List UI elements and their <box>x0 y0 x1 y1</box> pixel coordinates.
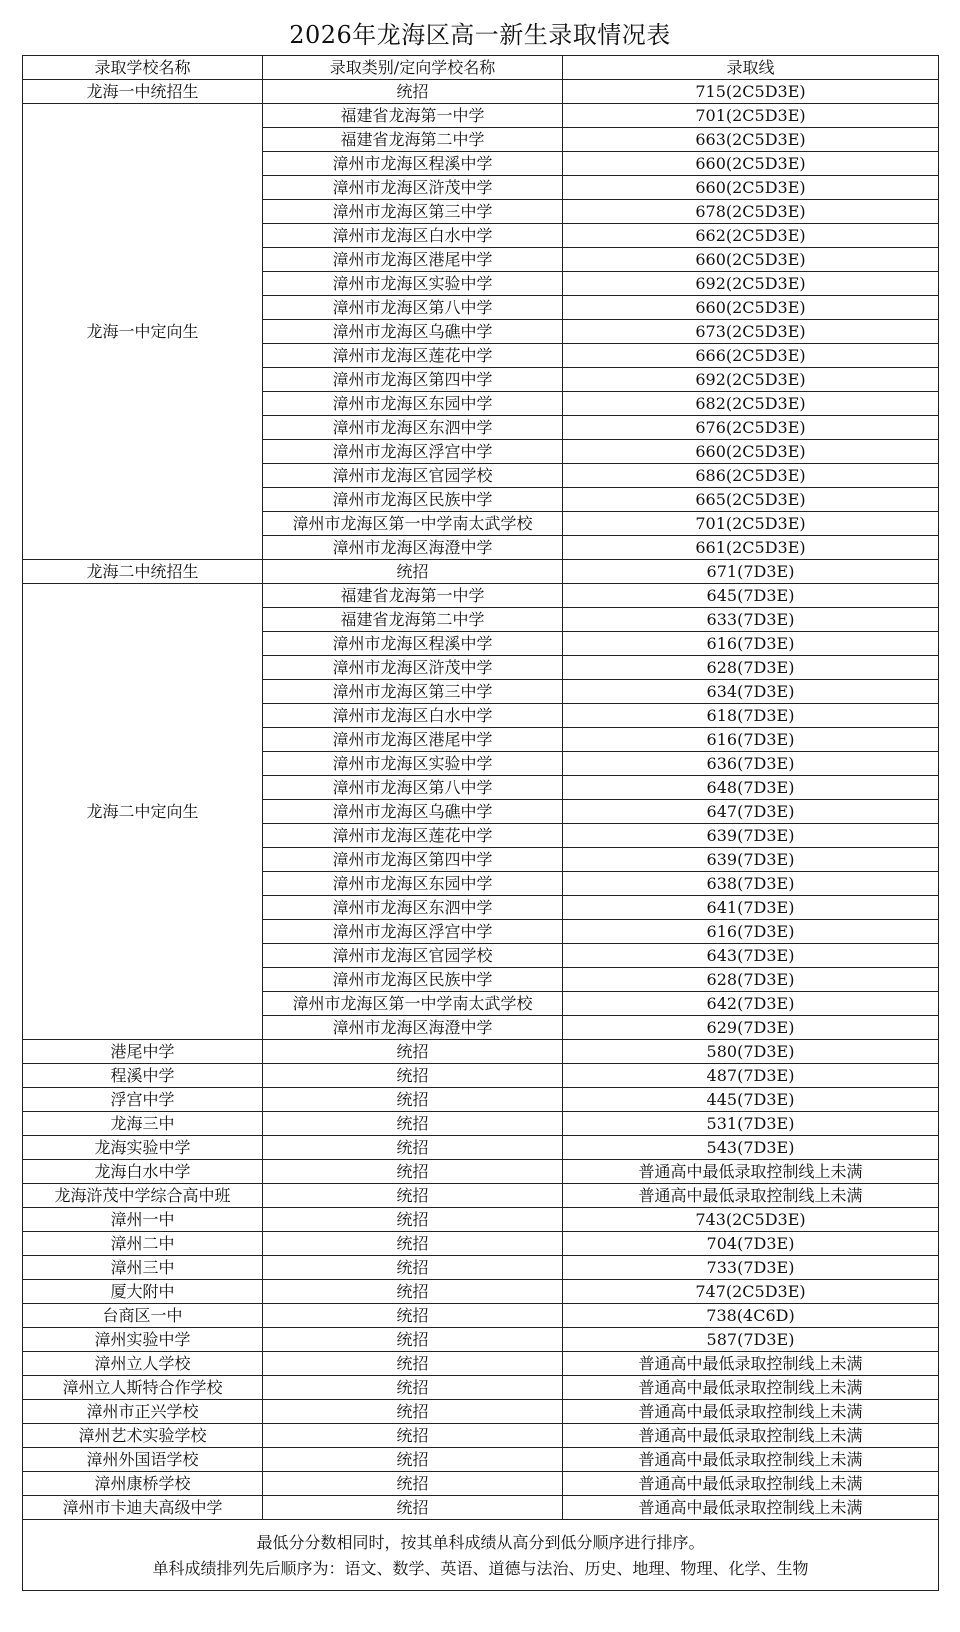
note-line-2: 单科成绩排列先后顺序为：语文、数学、英语、道德与法治、历史、地理、物理、化学、生物 <box>152 1559 809 1578</box>
school-name-cell: 漳州一中 <box>23 1208 263 1232</box>
category-cell: 统招 <box>263 1064 563 1088</box>
score-cell: 701(2C5D3E) <box>563 104 939 128</box>
score-cell: 587(7D3E) <box>563 1328 939 1352</box>
score-cell: 704(7D3E) <box>563 1232 939 1256</box>
category-cell: 统招 <box>263 1136 563 1160</box>
score-cell: 629(7D3E) <box>563 1016 939 1040</box>
category-cell: 统招 <box>263 1088 563 1112</box>
score-cell: 639(7D3E) <box>563 824 939 848</box>
category-cell: 漳州市龙海区浒茂中学 <box>263 656 563 680</box>
school-name-cell: 台商区一中 <box>23 1304 263 1328</box>
school-name-cell: 漳州立人学校 <box>23 1352 263 1376</box>
score-cell: 普通高中最低录取控制线上未满 <box>563 1184 939 1208</box>
category-cell: 漳州市龙海区浒茂中学 <box>263 176 563 200</box>
category-cell: 漳州市龙海区第四中学 <box>263 368 563 392</box>
category-cell: 漳州市龙海区东泗中学 <box>263 416 563 440</box>
category-cell: 统招 <box>263 1208 563 1232</box>
document-title: 2026年龙海区高一新生录取情况表 <box>289 21 671 49</box>
category-cell: 统招 <box>263 1160 563 1184</box>
score-cell: 673(2C5D3E) <box>563 320 939 344</box>
category-cell: 统招 <box>263 1472 563 1496</box>
score-cell: 638(7D3E) <box>563 872 939 896</box>
score-cell: 660(2C5D3E) <box>563 440 939 464</box>
category-cell: 漳州市龙海区民族中学 <box>263 968 563 992</box>
school-name-cell: 漳州市正兴学校 <box>23 1400 263 1424</box>
category-cell: 统招 <box>263 1448 563 1472</box>
school-name-cell: 漳州实验中学 <box>23 1328 263 1352</box>
category-cell: 漳州市龙海区港尾中学 <box>263 728 563 752</box>
category-cell: 统招 <box>263 1328 563 1352</box>
category-cell: 漳州市龙海区港尾中学 <box>263 248 563 272</box>
category-cell: 漳州市龙海区莲花中学 <box>263 824 563 848</box>
table-row <box>23 1472 939 1496</box>
category-cell: 漳州市龙海区浮宫中学 <box>263 920 563 944</box>
score-cell: 666(2C5D3E) <box>563 344 939 368</box>
score-cell: 692(2C5D3E) <box>563 272 939 296</box>
score-cell: 660(2C5D3E) <box>563 296 939 320</box>
category-cell: 漳州市龙海区第八中学 <box>263 296 563 320</box>
school-name-cell: 港尾中学 <box>23 1040 263 1064</box>
table-row <box>23 1184 939 1208</box>
table-row <box>23 1424 939 1448</box>
category-cell: 统招 <box>263 1184 563 1208</box>
score-cell: 747(2C5D3E) <box>563 1280 939 1304</box>
category-cell: 漳州市龙海区东泗中学 <box>263 896 563 920</box>
school-name-cell: 浮宫中学 <box>23 1088 263 1112</box>
table-row <box>23 104 939 128</box>
table-row <box>23 1400 939 1424</box>
table-row <box>23 1256 939 1280</box>
score-cell: 733(7D3E) <box>563 1256 939 1280</box>
score-cell: 641(7D3E) <box>563 896 939 920</box>
score-cell: 628(7D3E) <box>563 968 939 992</box>
table-row <box>23 1136 939 1160</box>
school-name-cell: 程溪中学 <box>23 1064 263 1088</box>
category-cell: 漳州市龙海区实验中学 <box>263 272 563 296</box>
score-cell: 普通高中最低录取控制线上未满 <box>563 1376 939 1400</box>
school-name-cell: 漳州外国语学校 <box>23 1448 263 1472</box>
score-cell: 701(2C5D3E) <box>563 512 939 536</box>
category-cell: 福建省龙海第二中学 <box>263 608 563 632</box>
score-cell: 686(2C5D3E) <box>563 464 939 488</box>
score-cell: 普通高中最低录取控制线上未满 <box>563 1352 939 1376</box>
category-cell: 漳州市龙海区白水中学 <box>263 704 563 728</box>
score-cell: 660(2C5D3E) <box>563 152 939 176</box>
category-cell: 统招 <box>263 1280 563 1304</box>
score-cell: 633(7D3E) <box>563 608 939 632</box>
note-line-1: 最低分分数相同时，按其单科成绩从高分到低分顺序进行排序。 <box>256 1533 705 1552</box>
score-cell: 663(2C5D3E) <box>563 128 939 152</box>
category-cell: 漳州市龙海区官园学校 <box>263 944 563 968</box>
score-cell: 671(7D3E) <box>563 560 939 584</box>
category-cell: 统招 <box>263 1304 563 1328</box>
score-cell: 738(4C6D) <box>563 1304 939 1328</box>
score-cell: 616(7D3E) <box>563 632 939 656</box>
table-row <box>23 1448 939 1472</box>
school-name-cell: 漳州二中 <box>23 1232 263 1256</box>
category-cell: 漳州市龙海区海澄中学 <box>263 536 563 560</box>
table-row <box>23 1064 939 1088</box>
score-cell: 642(7D3E) <box>563 992 939 1016</box>
category-cell: 统招 <box>263 80 563 104</box>
table-row <box>23 584 939 608</box>
admission-table <box>22 55 939 1591</box>
category-cell: 福建省龙海第一中学 <box>263 584 563 608</box>
table-row <box>23 1208 939 1232</box>
score-cell: 普通高中最低录取控制线上未满 <box>563 1448 939 1472</box>
category-cell: 漳州市龙海区程溪中学 <box>263 152 563 176</box>
school-name-cell: 龙海二中定向生 <box>23 584 263 1040</box>
score-cell: 639(7D3E) <box>563 848 939 872</box>
school-name-cell: 漳州市卡迪夫高级中学 <box>23 1496 263 1520</box>
category-cell: 统招 <box>263 1496 563 1520</box>
table-row <box>23 1160 939 1184</box>
school-name-cell: 厦大附中 <box>23 1280 263 1304</box>
school-name-cell: 龙海一中统招生 <box>23 80 263 104</box>
score-cell: 580(7D3E) <box>563 1040 939 1064</box>
score-cell: 660(2C5D3E) <box>563 248 939 272</box>
table-row <box>23 1328 939 1352</box>
score-cell: 643(7D3E) <box>563 944 939 968</box>
score-cell: 618(7D3E) <box>563 704 939 728</box>
header-row <box>23 56 939 80</box>
school-name-cell: 漳州艺术实验学校 <box>23 1424 263 1448</box>
score-cell: 645(7D3E) <box>563 584 939 608</box>
category-cell: 统招 <box>263 1400 563 1424</box>
category-cell: 漳州市龙海区第一中学南太武学校 <box>263 512 563 536</box>
category-cell: 统招 <box>263 1424 563 1448</box>
table-row <box>23 560 939 584</box>
category-cell: 漳州市龙海区第三中学 <box>263 680 563 704</box>
category-cell: 漳州市龙海区白水中学 <box>263 224 563 248</box>
score-cell: 普通高中最低录取控制线上未满 <box>563 1424 939 1448</box>
school-name-cell: 漳州三中 <box>23 1256 263 1280</box>
table-row <box>23 1496 939 1520</box>
table-header <box>23 56 939 80</box>
category-cell: 漳州市龙海区海澄中学 <box>263 1016 563 1040</box>
category-cell: 漳州市龙海区莲花中学 <box>263 344 563 368</box>
score-cell: 648(7D3E) <box>563 776 939 800</box>
category-cell: 漳州市龙海区官园学校 <box>263 464 563 488</box>
table-row <box>23 1352 939 1376</box>
score-cell: 636(7D3E) <box>563 752 939 776</box>
school-name-cell: 龙海实验中学 <box>23 1136 263 1160</box>
category-cell: 漳州市龙海区乌礁中学 <box>263 800 563 824</box>
school-name-cell: 龙海浒茂中学综合高中班 <box>23 1184 263 1208</box>
category-cell: 统招 <box>263 1376 563 1400</box>
category-cell: 统招 <box>263 1256 563 1280</box>
score-cell: 普通高中最低录取控制线上未满 <box>563 1472 939 1496</box>
table-row <box>23 1376 939 1400</box>
school-name-cell: 漳州立人斯特合作学校 <box>23 1376 263 1400</box>
category-cell: 漳州市龙海区第一中学南太武学校 <box>263 992 563 1016</box>
score-cell: 531(7D3E) <box>563 1112 939 1136</box>
category-cell: 统招 <box>263 560 563 584</box>
table-body <box>23 80 939 1520</box>
score-cell: 665(2C5D3E) <box>563 488 939 512</box>
category-cell: 统招 <box>263 1232 563 1256</box>
note-row <box>23 1520 939 1591</box>
school-name-cell: 龙海一中定向生 <box>23 104 263 560</box>
score-cell: 647(7D3E) <box>563 800 939 824</box>
table-row <box>23 1112 939 1136</box>
category-cell: 统招 <box>263 1112 563 1136</box>
score-cell: 445(7D3E) <box>563 1088 939 1112</box>
category-cell: 漳州市龙海区东园中学 <box>263 872 563 896</box>
category-cell: 漳州市龙海区实验中学 <box>263 752 563 776</box>
score-cell: 661(2C5D3E) <box>563 536 939 560</box>
school-name-cell: 漳州康桥学校 <box>23 1472 263 1496</box>
table-row <box>23 1088 939 1112</box>
school-name-cell: 龙海白水中学 <box>23 1160 263 1184</box>
score-cell: 715(2C5D3E) <box>563 80 939 104</box>
header-score: 录取线 <box>563 56 939 80</box>
school-name-cell: 龙海二中统招生 <box>23 560 263 584</box>
score-cell: 682(2C5D3E) <box>563 392 939 416</box>
category-cell: 漳州市龙海区民族中学 <box>263 488 563 512</box>
score-cell: 660(2C5D3E) <box>563 176 939 200</box>
score-cell: 662(2C5D3E) <box>563 224 939 248</box>
score-cell: 676(2C5D3E) <box>563 416 939 440</box>
table-row <box>23 1232 939 1256</box>
header-category: 录取类别/定向学校名称 <box>263 56 563 80</box>
category-cell: 漳州市龙海区浮宫中学 <box>263 440 563 464</box>
score-cell: 616(7D3E) <box>563 920 939 944</box>
table-row <box>23 1280 939 1304</box>
table-row <box>23 1304 939 1328</box>
score-cell: 543(7D3E) <box>563 1136 939 1160</box>
table-footer <box>23 1520 939 1591</box>
score-cell: 普通高中最低录取控制线上未满 <box>563 1496 939 1520</box>
category-cell: 福建省龙海第一中学 <box>263 104 563 128</box>
score-cell: 628(7D3E) <box>563 656 939 680</box>
score-cell: 普通高中最低录取控制线上未满 <box>563 1160 939 1184</box>
score-cell: 634(7D3E) <box>563 680 939 704</box>
table-row <box>23 80 939 104</box>
category-cell: 漳州市龙海区东园中学 <box>263 392 563 416</box>
category-cell: 漳州市龙海区第四中学 <box>263 848 563 872</box>
header-school: 录取学校名称 <box>23 56 263 80</box>
category-cell: 统招 <box>263 1352 563 1376</box>
table-row <box>23 1040 939 1064</box>
category-cell: 漳州市龙海区第八中学 <box>263 776 563 800</box>
score-cell: 743(2C5D3E) <box>563 1208 939 1232</box>
score-cell: 616(7D3E) <box>563 728 939 752</box>
category-cell: 福建省龙海第二中学 <box>263 128 563 152</box>
category-cell: 漳州市龙海区程溪中学 <box>263 632 563 656</box>
category-cell: 漳州市龙海区乌礁中学 <box>263 320 563 344</box>
score-cell: 普通高中最低录取控制线上未满 <box>563 1400 939 1424</box>
category-cell: 漳州市龙海区第三中学 <box>263 200 563 224</box>
school-name-cell: 龙海三中 <box>23 1112 263 1136</box>
score-cell: 678(2C5D3E) <box>563 200 939 224</box>
category-cell: 统招 <box>263 1040 563 1064</box>
score-cell: 692(2C5D3E) <box>563 368 939 392</box>
score-cell: 487(7D3E) <box>563 1064 939 1088</box>
note-cell <box>23 1520 939 1591</box>
